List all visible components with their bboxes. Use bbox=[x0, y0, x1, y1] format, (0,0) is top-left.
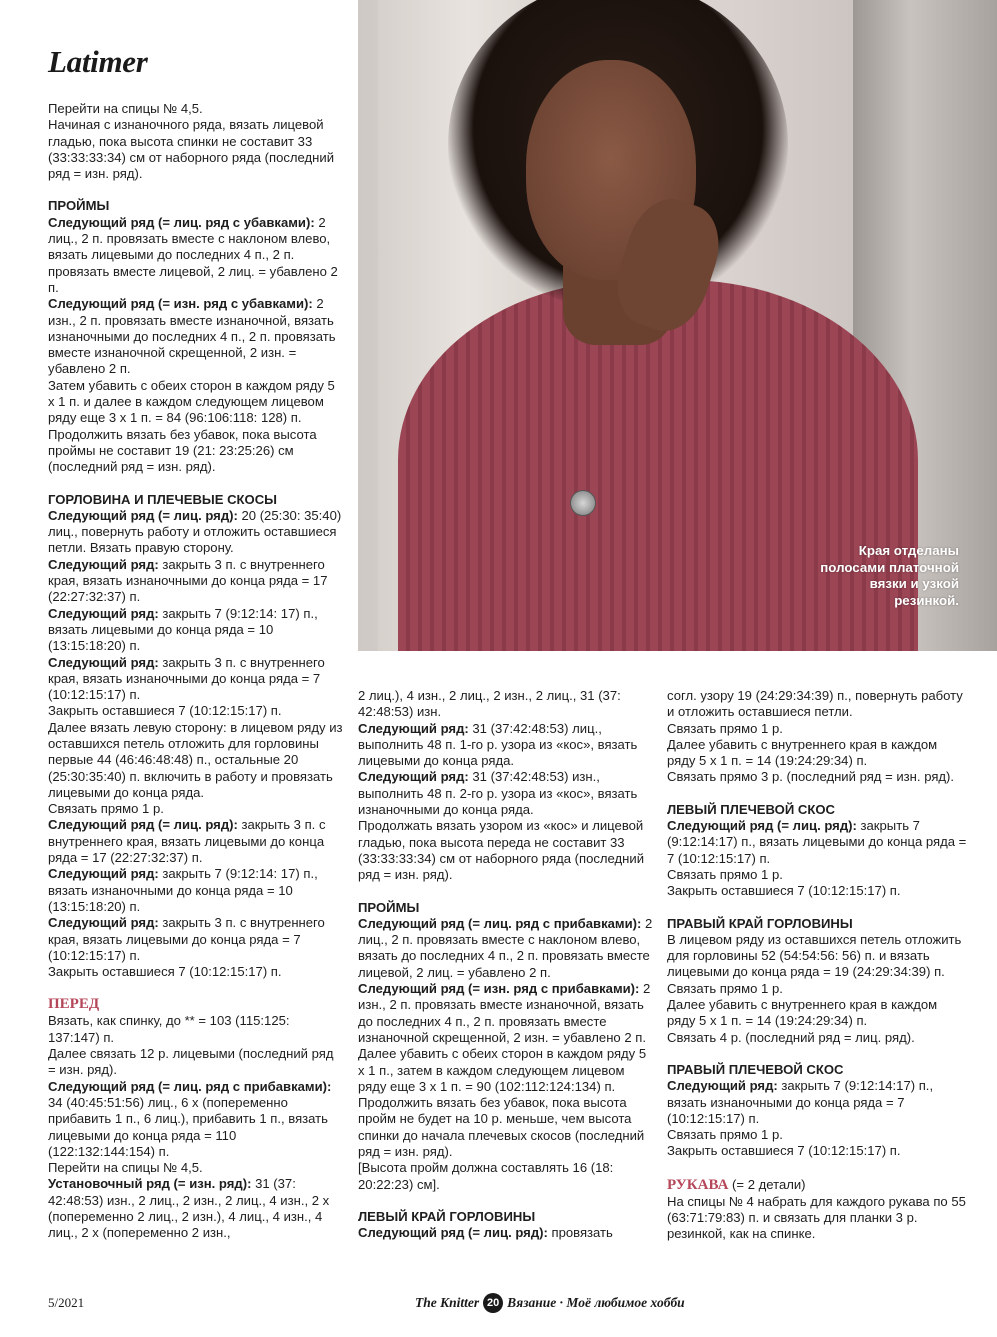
section-heading-main bbox=[667, 1176, 967, 1194]
instruction-paragraph: Связать прямо 1 р. bbox=[667, 980, 783, 996]
instruction-paragraph bbox=[48, 915, 344, 964]
instruction-row-label: Установочный ряд (= изн. ряд): bbox=[48, 1176, 252, 1192]
instruction-text: закрыть 7 (9:12:14: 17) п., вязать лицевыми до конца ряда = 10 (13:15:18:20) п. bbox=[48, 605, 318, 654]
instruction-text: закрыть 3 п. с внутреннего края, вязать лицевыми до конца ряда = 17 (22:27:32:37) п. bbox=[48, 817, 326, 866]
instruction-paragraph: Связать 4 р. (последний ряд = лиц. ряд). bbox=[667, 1029, 915, 1045]
footer-masthead bbox=[415, 1293, 685, 1313]
page-number: 20 bbox=[483, 1293, 503, 1313]
instruction-row-label: Следующий ряд: bbox=[667, 1078, 778, 1094]
instruction-row-label: Следующий ряд (= лиц. ряд): bbox=[48, 817, 238, 833]
instruction-row-label: Следующий ряд (= лиц. ряд): bbox=[48, 507, 238, 523]
instruction-paragraph: Продолжать вязать узором из «кос» и лицевой гладью, пока высота переда не составит 33 (33:33:33:34) см от наборного ряда (последний ряд = изн. ряд). bbox=[358, 818, 645, 883]
instruction-text: 31 (37:42:48:53) лиц., выполнить 48 п. 1-го р. узора из «кос», вязать лицевыми до конца ряда. bbox=[358, 720, 638, 769]
instruction-paragraph: Далее убавить с внутреннего края в каждом ряду 5 х 1 п. = 14 (19:24:29:34) п. bbox=[667, 997, 938, 1029]
section-heading: ГОРЛОВИНА И ПЛЕЧЕВЫЕ СКОСЫ bbox=[48, 491, 277, 507]
instruction-text: провязать bbox=[547, 1225, 613, 1241]
issue-number: 5/2021 bbox=[48, 1295, 85, 1310]
instruction-paragraph bbox=[358, 721, 654, 770]
instruction-paragraph: Вязать, как спинку, до ** = 103 (115:125: 137:147) п. bbox=[48, 1013, 290, 1045]
text-column-2 bbox=[358, 688, 654, 1242]
instruction-text: 2 лиц., 2 п. провязать вместе с наклоном влево, вязать до последних 4 п., 2 п. провязать вместе лицевой, 2 лиц. = убавлено 2 п. bbox=[358, 915, 653, 980]
instruction-paragraph: Затем убавить с обеих сторон в каждом ряду 5 х 1 п. и далее в каждом следующем лицевом ряду еще 3 х 1 п. = 84 (96:106:118: 128) п. bbox=[48, 377, 335, 426]
instruction-paragraph: Далее вязать левую сторону: в лицевом ряду из оставшихся петель отложить для горловины первые 44 (46:46:48:48) п., остальные 20 (25:30:35:40) п. включить в работу и провязать лицевыми до конца ряда. bbox=[48, 719, 343, 800]
instruction-paragraph: Закрыть оставшиеся 7 (10:12:15:17) п. bbox=[667, 883, 901, 899]
instruction-text: 2 изн., 2 п. провязать вместе изнаночной, вязать до последних 4 п., 2 п. провязать вместе изнаночной скрещенной, 2 изн. = убавлено 2 п. Далее убавить с обеих сторон в каждом ряду 5 х 1 п., затем в каждом следующем лицевом ряду еще 3 х 1 п. = 90 (102:112:124:134) п. bbox=[358, 981, 651, 1094]
instruction-row-label: Следующий ряд (= изн. ряд с убавками): bbox=[48, 296, 313, 312]
instruction-paragraph: В лицевом ряду из оставшихся петель отложить для горловины 52 (54:54:56: 56) п. и вязать лицевыми до конца ряда = 19 (24:29:34:39) п. bbox=[667, 931, 962, 980]
instruction-paragraph: согл. узору 19 (24:29:34:39) п., повернуть работу и отложить оставшиеся петли. bbox=[667, 688, 963, 720]
instruction-paragraph: Далее связать 12 р. лицевыми (последний ряд = изн. ряд). bbox=[48, 1046, 334, 1078]
footer-magazine: Вязание · Моё любимое хобби bbox=[507, 1295, 685, 1310]
instruction-paragraph: Продолжить вязать без убавок, пока высота проймы не составит 19 (21: 23:25:26) см (последний ряд = изн. ряд). bbox=[48, 426, 317, 475]
instruction-row-label: Следующий ряд (= лиц. ряд с прибавками): bbox=[358, 915, 642, 931]
section-heading-note: (= 2 детали) bbox=[728, 1176, 806, 1192]
instruction-paragraph: Закрыть оставшиеся 7 (10:12:15:17) п. bbox=[48, 964, 282, 980]
section-heading: ПРАВЫЙ ПЛЕЧЕВОЙ СКОС bbox=[667, 1061, 844, 1077]
instruction-paragraph bbox=[358, 769, 654, 818]
instruction-paragraph: 2 лиц.), 4 изн., 2 лиц., 2 изн., 2 лиц., 31 (37: 42:48:53) изн. bbox=[358, 688, 621, 720]
instruction-text: закрыть 3 п. с внутреннего края, вязать изнаночными до конца ряда = 17 (22:27:32:37) п. bbox=[48, 556, 328, 605]
instruction-paragraph: Связать прямо 1 р. bbox=[667, 866, 783, 882]
instruction-paragraph: Закрыть оставшиеся 7 (10:12:15:17) п. bbox=[667, 1143, 901, 1159]
instruction-paragraph bbox=[48, 655, 344, 704]
instruction-paragraph: Продолжить вязать без убавок, пока высота пройм не будет на 10 р. меньше, чем высота спинки до начала плечевых скосов (последний ряд = изн. ряд). bbox=[358, 1095, 645, 1160]
instruction-paragraph bbox=[48, 557, 344, 606]
instruction-paragraph bbox=[358, 981, 654, 1095]
instruction-row-label: Следующий ряд: bbox=[48, 866, 159, 882]
instruction-paragraph bbox=[48, 1176, 344, 1241]
instruction-text: закрыть 3 п. с внутреннего края, вязать лицевыми до конца ряда = 7 (10:12:15:17) п. bbox=[48, 915, 325, 963]
instruction-row-label: Следующий ряд (= изн. ряд с прибавками): bbox=[358, 981, 640, 997]
instruction-paragraph bbox=[358, 916, 654, 981]
instruction-paragraph bbox=[48, 215, 344, 296]
instruction-paragraph bbox=[358, 1225, 654, 1241]
section-heading: ЛЕВЫЙ КРАЙ ГОРЛОВИНЫ bbox=[358, 1208, 536, 1224]
instruction-paragraph: Перейти на спицы № 4,5. bbox=[48, 101, 203, 116]
section-heading-label: РУКАВА bbox=[667, 1176, 729, 1193]
instruction-text: 20 (25:30: 35:40) лиц., повернуть работу и отложить оставшиеся петли. Вязать правую сторону. bbox=[48, 507, 342, 556]
instruction-row-label: Следующий ряд: bbox=[48, 605, 159, 621]
instruction-paragraph: Начиная с изнаночного ряда, вязать лицевой гладью, пока высота спинки не составит 33 (33:33:33:34) см от наборного ряда (последний ряд = изн. ряд). bbox=[48, 117, 335, 182]
photo-caption: Края отделаны полосами платочной вязки и узкой резинкой. bbox=[820, 543, 959, 608]
instruction-paragraph bbox=[48, 508, 344, 557]
instruction-paragraph: На спицы № 4 набрать для каждого рукава по 55 (63:71:79:83) п. и связать для планки 3 р. резинкой, как на спинке. bbox=[667, 1193, 966, 1242]
instruction-paragraph: Связать прямо 3 р. (последний ряд = изн. ряд). bbox=[667, 769, 955, 785]
model-photo bbox=[358, 0, 997, 651]
section-heading: ПРОЙМЫ bbox=[358, 899, 420, 915]
instruction-paragraph bbox=[667, 818, 967, 867]
instruction-text: закрыть 7 (9:12:14:17) п., вязать изнаночными до конца ряда = 7 (10:12:15:17) п. bbox=[667, 1078, 934, 1126]
instruction-row-label: Следующий ряд (= лиц. ряд с прибавками): bbox=[48, 1078, 332, 1094]
instruction-text: 31 (37:42:48:53) изн., выполнить 48 п. 2-го р. узора из «кос», вязать изнаночными до конца ряда. bbox=[358, 769, 638, 818]
pattern-title: Latimer bbox=[48, 44, 148, 79]
text-column-1 bbox=[48, 101, 344, 1242]
instruction-row-label: Следующий ряд (= лиц. ряд с убавками): bbox=[48, 214, 315, 230]
instruction-paragraph bbox=[667, 1078, 967, 1127]
instruction-row-label: Следующий ряд (= лиц. ряд): bbox=[358, 1225, 548, 1241]
instruction-text: закрыть 7 (9:12:14: 17) п., вязать изнаночными до конца ряда = 10 (13:15:18:20) п. bbox=[48, 866, 318, 914]
section-heading: ЛЕВЫЙ ПЛЕЧЕВОЙ СКОС bbox=[667, 801, 835, 817]
section-heading: ПРАВЫЙ КРАЙ ГОРЛОВИНЫ bbox=[667, 915, 853, 931]
instruction-paragraph: Связать прямо 1 р. bbox=[48, 801, 164, 817]
instruction-paragraph: Закрыть оставшиеся 7 (10:12:15:17) п. bbox=[48, 703, 282, 719]
instruction-paragraph bbox=[48, 606, 344, 655]
instruction-paragraph bbox=[48, 296, 344, 377]
instruction-text: закрыть 3 п. с внутреннего края, вязать изнаночными до конца ряда = 7 (10:12:15:17) п. bbox=[48, 654, 325, 703]
section-heading-main: ПЕРЕД bbox=[48, 996, 100, 1013]
instruction-row-label: Следующий ряд: bbox=[48, 556, 159, 572]
instruction-row-label: Следующий ряд: bbox=[48, 654, 159, 670]
instruction-paragraph bbox=[48, 866, 344, 915]
footer-brand: The Knitter bbox=[415, 1295, 480, 1310]
instruction-paragraph bbox=[48, 1079, 344, 1160]
instruction-paragraph: Связать прямо 1 р. bbox=[667, 720, 783, 736]
instruction-text: 34 (40:45:51:56) лиц., 6 х (попеременно прибавить 1 п., 6 лиц.), прибавить 1 п., вязать лицевыми до конца ряда = 110 (122:132:144:154) п. bbox=[48, 1094, 328, 1159]
instruction-text: 31 (37: 42:48:53) изн., 2 лиц., 2 изн., 2 лиц., 4 изн., 2 х (попеременно 2 лиц., 2 изн.), 4 лиц., 4 изн., 4 лиц., 2 х (попеременно 2 изн., bbox=[48, 1176, 330, 1241]
instruction-row-label: Следующий ряд: bbox=[358, 720, 469, 736]
instruction-paragraph: Перейти на спицы № 4,5. bbox=[48, 1160, 203, 1176]
instruction-paragraph: Связать прямо 1 р. bbox=[667, 1127, 783, 1143]
instruction-text: закрыть 7 (9:12:14:17) п., вязать лицевыми до конца ряда = 7 (10:12:15:17) п. bbox=[667, 818, 967, 866]
instruction-row-label: Следующий ряд: bbox=[48, 915, 159, 931]
pendant-image bbox=[570, 490, 596, 516]
instruction-text: 2 лиц., 2 п. провязать вместе с наклоном влево, вязать лицевыми до последних 4 п., 2 п. провязать вместе лицевой, 2 лиц. = убавлено 2 п. bbox=[48, 214, 338, 295]
instruction-row-label: Следующий ряд (= лиц. ряд): bbox=[667, 818, 857, 834]
instruction-paragraph: [Высота пройм должна составлять 16 (18: 20:22:23) см]. bbox=[358, 1160, 614, 1192]
instruction-text: 2 изн., 2 п. провязать вместе изнаночной, вязать изнаночными до последних 4 п., 2 п. провязать вместе изнаночной скрещенной, 2 изн. = убавлено 2 п. bbox=[48, 296, 336, 377]
instruction-paragraph bbox=[48, 817, 344, 866]
text-column-3 bbox=[667, 688, 967, 1243]
section-heading: ПРОЙМЫ bbox=[48, 198, 110, 214]
instruction-paragraph: Далее убавить с внутреннего края в каждом ряду 5 х 1 п. = 14 (19:24:29:34) п. bbox=[667, 736, 938, 769]
instruction-row-label: Следующий ряд: bbox=[358, 769, 469, 785]
